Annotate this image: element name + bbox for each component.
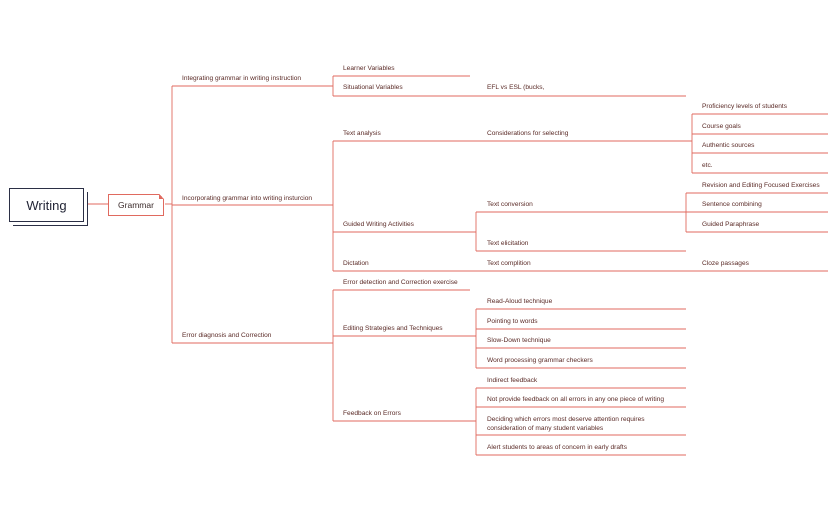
node-dictation[interactable]: Dictation <box>343 260 369 267</box>
node-situational-variables[interactable]: Situational Variables <box>343 84 403 91</box>
node-revision-editing[interactable]: Revision and Editing Focused Exercises <box>702 182 820 189</box>
node-read-aloud[interactable]: Read-Aloud technique <box>487 298 553 305</box>
node-deciding-errors[interactable]: Deciding which errors most deserve attention requires consideration of many student variables <box>487 416 645 432</box>
node-not-all-errors[interactable]: Not provide feedback on all errors in any one piece of writing <box>487 396 665 403</box>
node-text-complition[interactable]: Text complition <box>487 260 531 267</box>
node-guided-writing[interactable]: Guided Writing Activities <box>343 221 414 228</box>
node-slow-down[interactable]: Slow-Down technique <box>487 337 551 344</box>
node-guided-paraphrase[interactable]: Guided Paraphrase <box>702 221 760 228</box>
node-word-processing[interactable]: Word processing grammar checkers <box>487 357 593 364</box>
node-integrating[interactable]: Integrating grammar in writing instruction <box>182 75 302 82</box>
node-course-goals[interactable]: Course goals <box>702 123 741 130</box>
node-incorporating[interactable]: Incorporating grammar into writing insturcion <box>182 195 313 202</box>
node-cloze-passages[interactable]: Cloze passages <box>702 260 749 267</box>
node-pointing-to-words[interactable]: Pointing to words <box>487 318 538 325</box>
node-feedback-on-errors[interactable]: Feedback on Errors <box>343 410 401 417</box>
root-node-writing[interactable]: Writing <box>9 188 84 222</box>
node-indirect-feedback[interactable]: Indirect feedback <box>487 377 538 384</box>
node-proficiency-levels[interactable]: Proficiency levels of students <box>702 103 788 110</box>
node-learner-variables[interactable]: Learner Variables <box>343 65 395 72</box>
node-text-analysis[interactable]: Text analysis <box>343 130 381 137</box>
node-sentence-combining[interactable]: Sentence combining <box>702 201 762 208</box>
node-alert-students[interactable]: Alert students to areas of concern in early drafts <box>487 444 628 451</box>
main-topic-grammar[interactable]: Grammar <box>108 194 164 216</box>
node-authentic-sources[interactable]: Authentic sources <box>702 142 755 149</box>
node-considerations[interactable]: Considerations for selecting <box>487 130 569 137</box>
node-text-conversion[interactable]: Text conversion <box>487 201 533 208</box>
node-error-detection[interactable]: Error detection and Correction exercise <box>343 279 458 286</box>
node-text-elicitation[interactable]: Text elicitation <box>487 240 529 247</box>
node-efl-vs-esl[interactable]: EFL vs ESL (bucks, <box>487 84 545 91</box>
node-etc[interactable]: etc. <box>702 162 713 169</box>
node-editing-strategies[interactable]: Editing Strategies and Techniques <box>343 325 443 332</box>
node-error-diagnosis[interactable]: Error diagnosis and Correction <box>182 332 272 339</box>
